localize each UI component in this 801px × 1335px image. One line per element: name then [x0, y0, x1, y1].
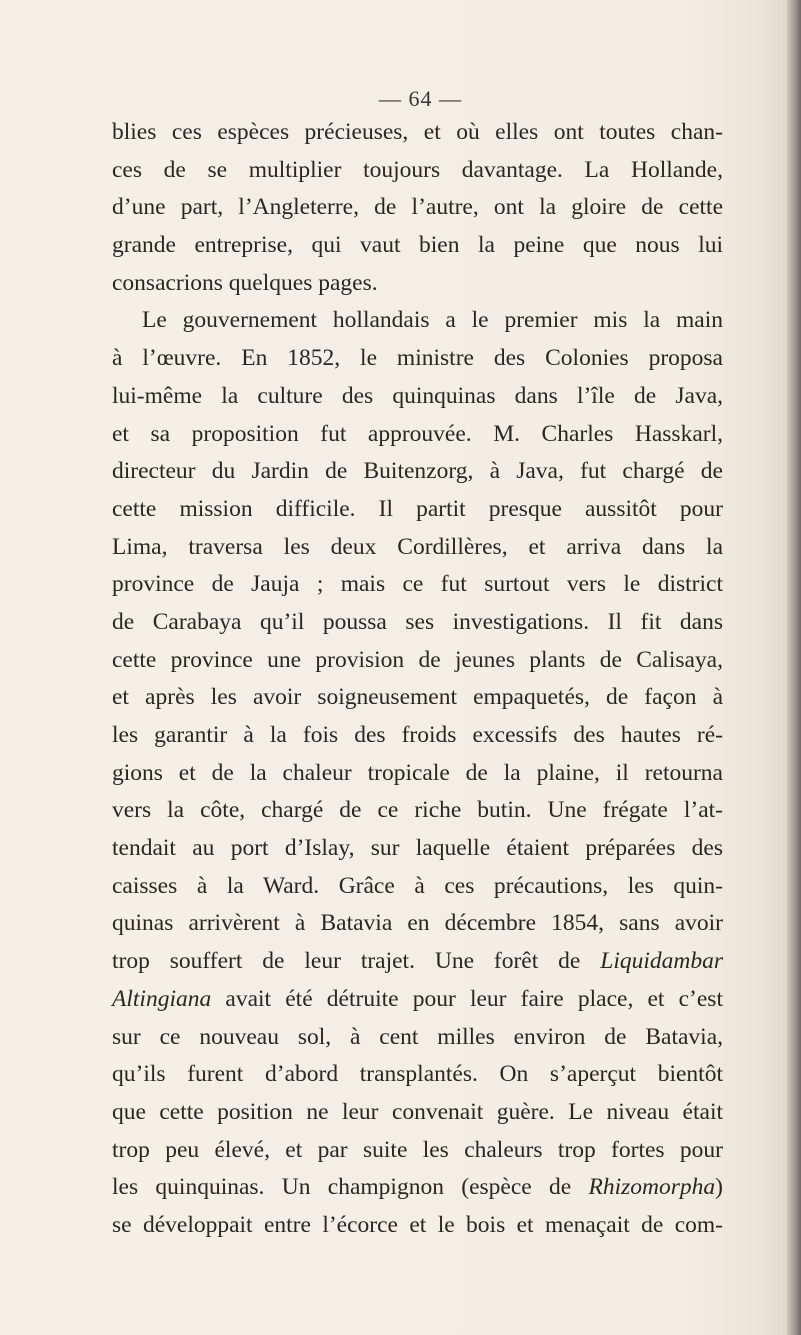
page-number: — 64 — [379, 86, 462, 111]
text-line: blies ces espèces précieuses, et où elles ont toutes chan- [112, 119, 723, 145]
text-line: de Carabaya qu’il poussa ses investigations. Il fit dans [112, 608, 723, 635]
text-line: consacrions quelques pages. [112, 269, 378, 296]
text-line [112, 943, 723, 981]
text-line: sur ce nouveau sol, à cent milles environ de Batavia, [112, 1023, 723, 1050]
text-line: trop peu élevé, et par suite les chaleurs trop fortes pour [112, 1136, 723, 1163]
text-line: quinas arrivèrent à Batavia en décembre 1854, sans avoir [112, 910, 723, 937]
italic-term: Liquidambar [600, 948, 723, 975]
text-line: lui-même la culture des quinquinas dans l’île de Java, [112, 382, 723, 409]
text-line: les garantir à la fois des froids excessifs des hautes ré- [112, 722, 723, 748]
text-line: à l’œuvre. En 1852, le ministre des Colonies proposa [112, 345, 723, 372]
text-line: province de Jauja ; mais ce fut surtout vers le district [112, 571, 723, 598]
text-run: ) [715, 1174, 723, 1201]
text-line: et sa proposition fut approuvée. M. Charles Hasskarl, [112, 420, 723, 447]
text-line [112, 981, 723, 1019]
body-text [112, 114, 723, 1245]
text-line: et après les avoir soigneusement empaquetés, de façon à [112, 684, 723, 711]
text-line: d’une part, l’Angleterre, de l’autre, ont la gloire de cette [112, 194, 723, 221]
text-line: gions et de la chaleur tropicale de la plaine, il retourna [112, 759, 723, 786]
text-line: se développait entre l’écorce et le bois et menaçait de com- [112, 1211, 723, 1238]
text-run: trop souffert de leur trajet. Une forêt de [112, 948, 601, 975]
text-run: avait été détruite pour leur faire place, et c’est [211, 985, 723, 1012]
text-line: ces de se multiplier toujours davantage. La Hollande, [112, 156, 723, 183]
text-line: directeur du Jardin de Buitenzorg, à Java, fut chargé de [112, 458, 723, 485]
text-line: vers la côte, chargé de ce riche butin. Une frégate l’at- [112, 797, 723, 824]
italic-term: Rhizomorpha [588, 1174, 716, 1201]
text-line: caisses à la Ward. Grâce à ces précautions, les quin- [112, 872, 723, 899]
text-line: que cette position ne leur convenait guère. Le niveau était [112, 1098, 723, 1125]
text-line: cette province une provision de jeunes plants de Calisaya, [112, 646, 723, 673]
text-line: cette mission difficile. Il partit presque aussitôt pour [112, 495, 723, 522]
text-line: tendait au port d’Islay, sur laquelle étaient préparées des [112, 835, 723, 862]
text-line: qu’ils furent d’abord transplantés. On s’aperçut bientôt [112, 1061, 723, 1088]
text-line [112, 1169, 723, 1207]
italic-term: Altingiana [112, 985, 212, 1012]
text-line: Le gouvernement hollandais a le premier mis la main [142, 307, 723, 334]
page-edge-shadow [787, 0, 801, 1335]
text-line: Lima, traversa les deux Cordillères, et arriva dans la [112, 533, 723, 560]
text-run: les quinquinas. Un champignon (espèce de [112, 1174, 589, 1201]
text-line: grande entreprise, qui vaut bien la peine que nous lui [112, 232, 723, 259]
